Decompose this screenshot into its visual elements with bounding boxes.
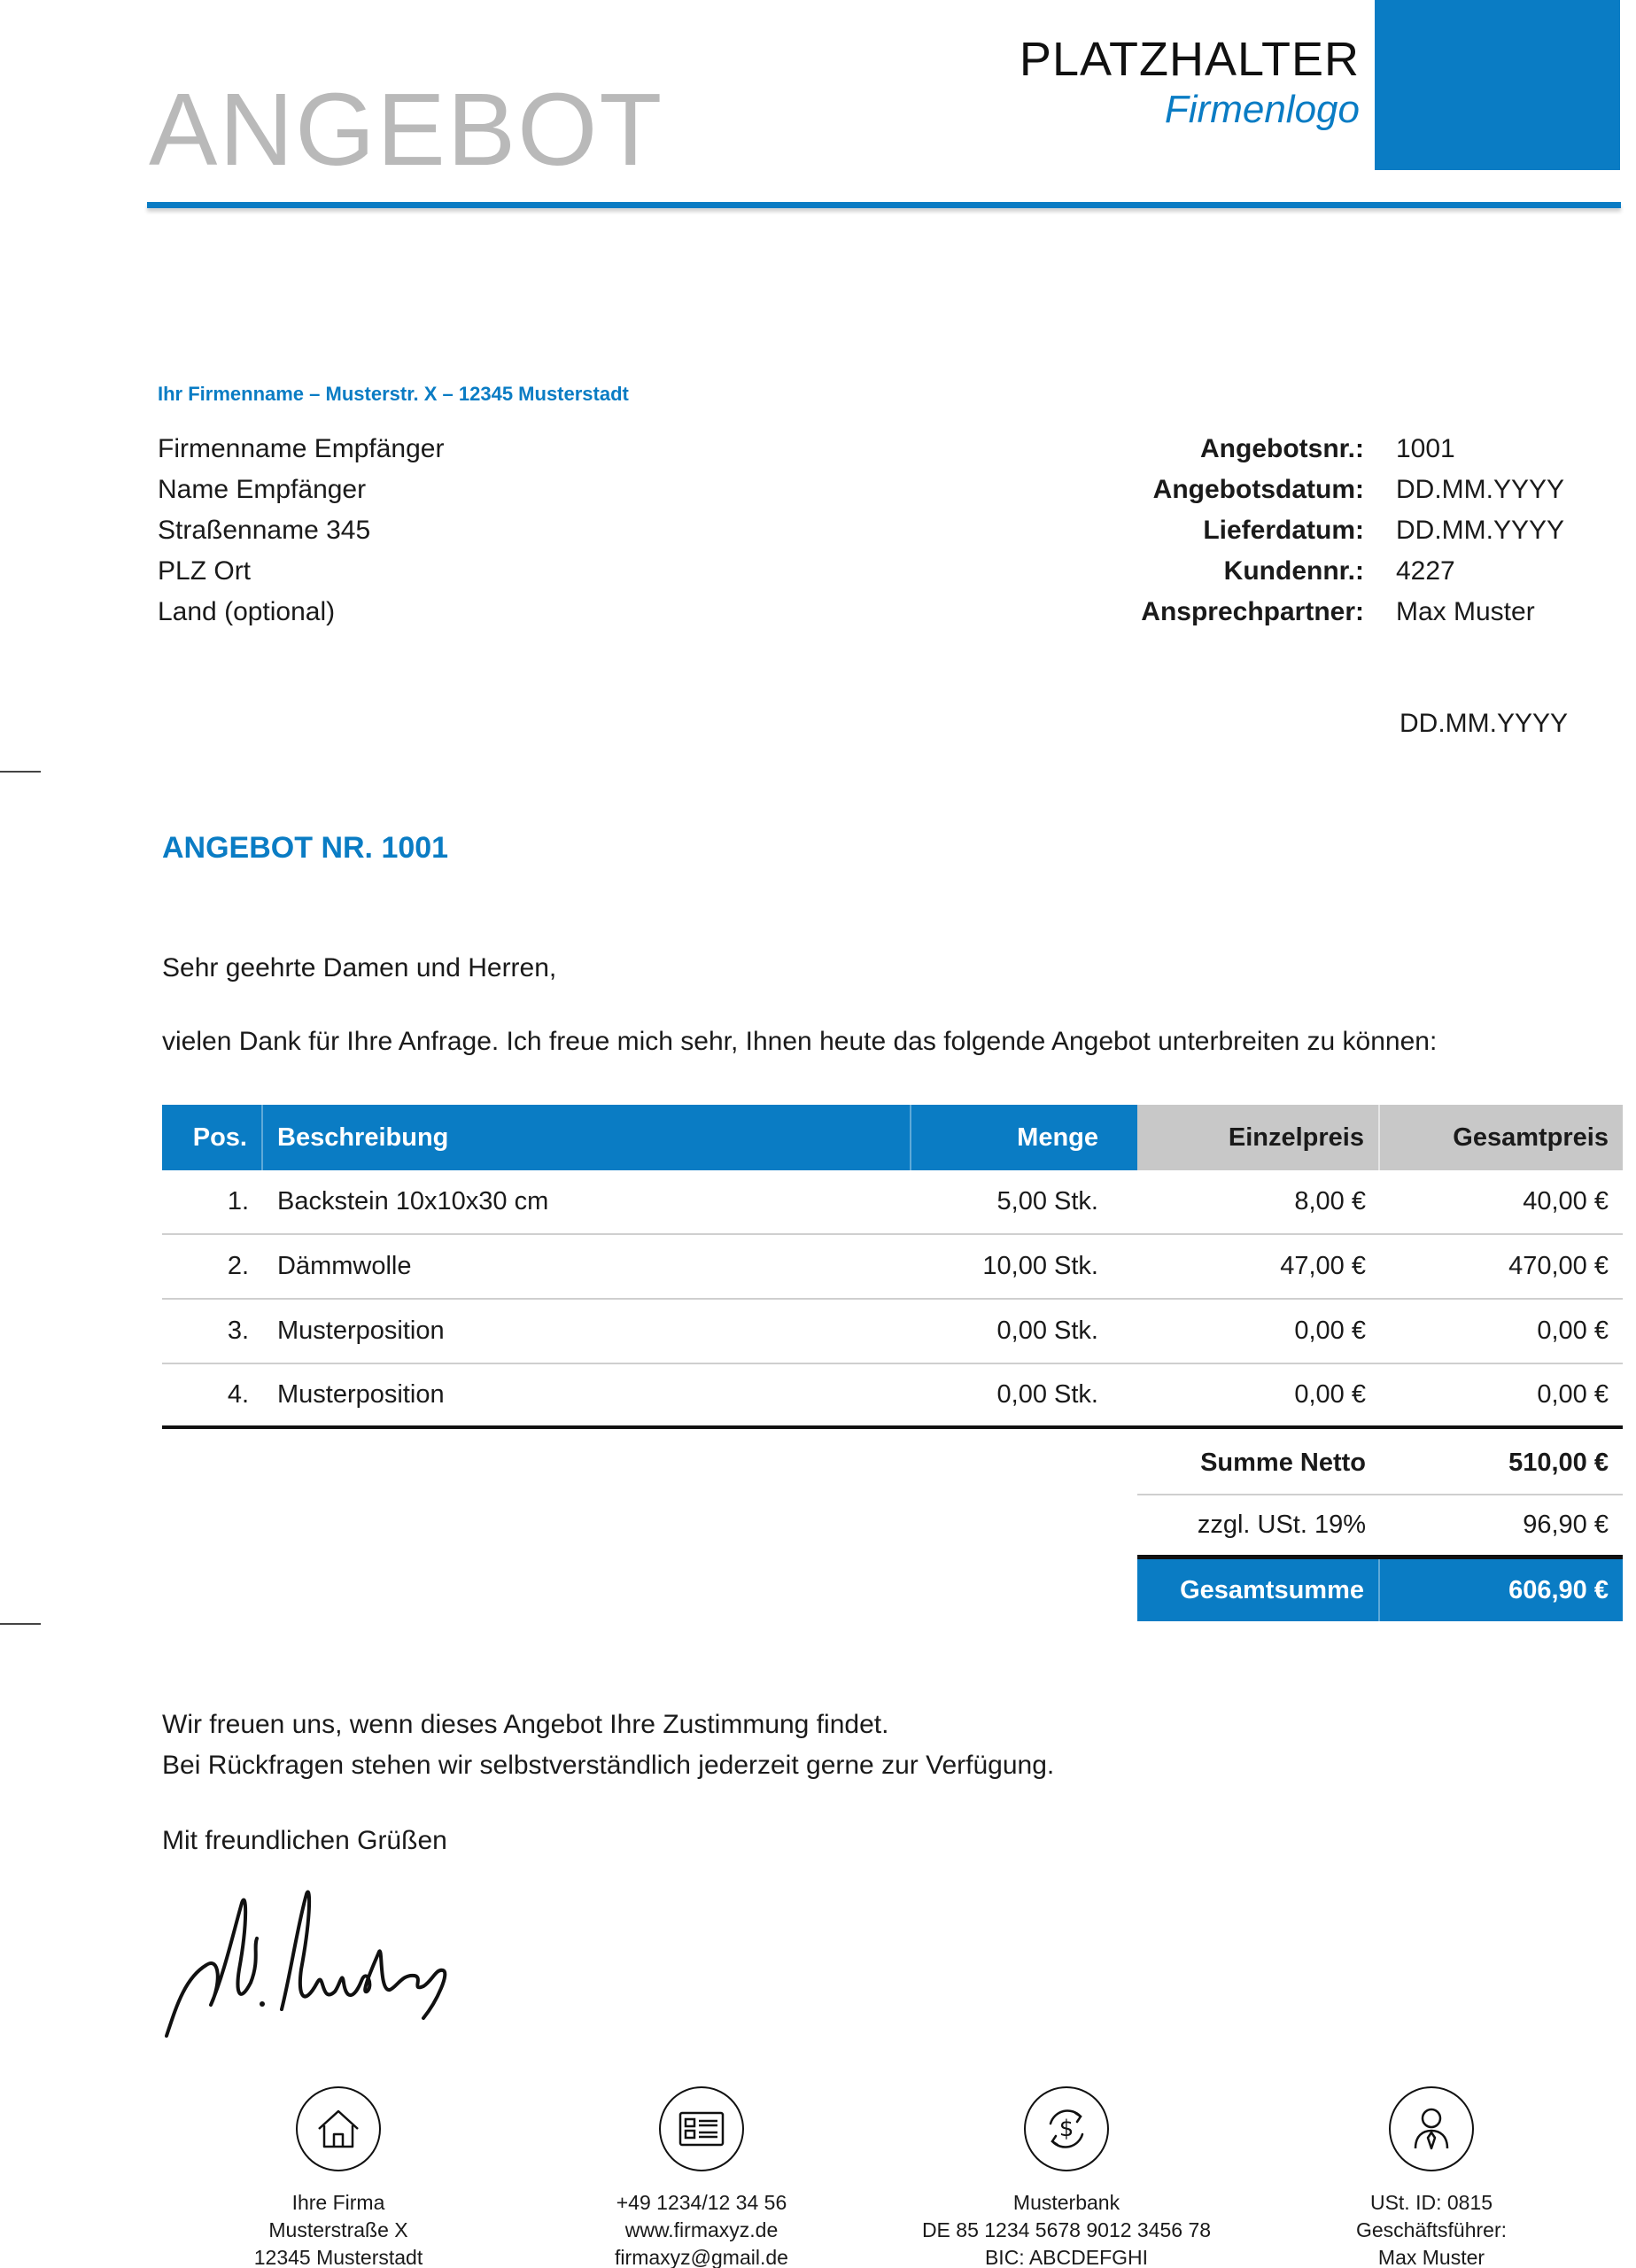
footer-website: www.firmaxyz.de (624, 2218, 779, 2241)
recipient-address (158, 429, 444, 633)
recipient-line: Name Empfänger (158, 475, 367, 504)
closing-line: Wir freuen uns, wenn dieses Angebot Ihre Zustimmung findet. (162, 1710, 889, 1739)
header-divider (147, 202, 1621, 208)
cell-unit-price: 0,00 € (1294, 1380, 1366, 1409)
meta-label: Angebotsdatum: (1152, 475, 1364, 504)
logo-placeholder-text: PLATZHALTER (1019, 33, 1360, 86)
offer-meta (1063, 429, 1630, 633)
meta-label: Angebotsnr.: (1200, 434, 1364, 463)
recipient-line: PLZ Ort (158, 556, 252, 586)
handwritten-signature (158, 1885, 459, 2047)
footer-line: Musterbank (1012, 2191, 1120, 2214)
cell-quantity: 0,00 Stk. (996, 1317, 1098, 1345)
cell-unit-price: 0,00 € (1294, 1317, 1366, 1345)
cell-total-price: 40,00 € (1523, 1187, 1609, 1216)
document-title: ANGEBOT (149, 72, 664, 187)
tax-row (1137, 1495, 1623, 1559)
fold-mark (0, 1623, 41, 1625)
table-row (162, 1364, 1623, 1429)
cell-pos: 1. (227, 1187, 249, 1216)
cell-description: Musterposition (277, 1317, 445, 1345)
tax-value: 96,90 € (1523, 1511, 1609, 1539)
meta-value: 4227 (1396, 556, 1455, 586)
meta-value: Max Muster (1396, 597, 1535, 626)
footer-line: USt. ID: 0815 (1369, 2191, 1493, 2214)
offer-heading: ANGEBOT NR. 1001 (162, 831, 449, 865)
table-header (162, 1105, 1623, 1170)
footer-phone: +49 1234/12 34 56 (616, 2191, 787, 2214)
footer-bic: BIC: ABCDEFGHI (984, 2246, 1149, 2268)
greeting: Mit freundlichen Grüßen (162, 1826, 447, 1855)
cell-quantity: 5,00 Stk. (996, 1187, 1098, 1216)
fold-mark (0, 771, 41, 773)
cell-total-price: 0,00 € (1537, 1380, 1609, 1409)
cell-description: Dämmwolle (277, 1252, 412, 1280)
footer-line: Max Muster (1377, 2246, 1485, 2268)
recipient-line: Straßenname 345 (158, 516, 371, 545)
table-row (162, 1170, 1623, 1235)
cell-pos: 4. (227, 1380, 249, 1409)
cell-quantity: 0,00 Stk. (996, 1380, 1098, 1409)
cell-pos: 3. (227, 1317, 249, 1345)
closing-text (162, 1705, 1054, 1786)
footer-iban: DE 85 1234 5678 9012 3456 78 (921, 2218, 1212, 2241)
grand-total-value: 606,90 € (1508, 1575, 1609, 1604)
footer-line: 12345 Musterstadt (253, 2246, 423, 2268)
footer-line: Geschäftsführer: (1355, 2218, 1508, 2241)
meta-value: DD.MM.YYYY (1396, 475, 1565, 504)
cell-total-price: 0,00 € (1537, 1317, 1609, 1345)
cell-description: Backstein 10x10x30 cm (277, 1187, 549, 1216)
net-sum-row (1137, 1432, 1623, 1495)
grand-total-label: Gesamtsumme (1137, 1559, 1380, 1621)
meta-value: DD.MM.YYYY (1396, 516, 1565, 545)
recipient-line: Firmenname Empfänger (158, 434, 445, 463)
logo-block (1375, 0, 1620, 170)
sender-address-line: Ihr Firmenname – Musterstr. X – 12345 Musterstadt (158, 383, 629, 405)
meta-row-customer-number (1063, 551, 1630, 592)
items-table (162, 1105, 1623, 1429)
tax-label: zzgl. USt. 19% (1197, 1511, 1366, 1539)
footer-legal (1245, 2086, 1617, 2268)
intro-text: vielen Dank für Ihre Anfrage. Ich freue mich sehr, Ihnen heute das folgende Angebot unterbreiten zu können: (162, 1027, 1438, 1056)
svg-text:$: $ (1058, 2116, 1074, 2142)
money-exchange-icon (1024, 2086, 1109, 2171)
cell-description: Musterposition (277, 1380, 445, 1409)
meta-value: 1001 (1396, 434, 1455, 463)
cell-quantity: 10,00 Stk. (982, 1252, 1098, 1280)
meta-label: Lieferdatum: (1203, 516, 1364, 545)
meta-row-offer-date (1063, 470, 1630, 510)
header-unit-price: Einzelpreis (1137, 1105, 1380, 1170)
meta-label: Kundennr.: (1223, 556, 1364, 586)
footer-bank (880, 2086, 1252, 2268)
salutation: Sehr geehrte Damen und Herren, (162, 953, 557, 983)
logo-subtitle: Firmenlogo (1164, 88, 1360, 131)
header-total-price: Gesamtpreis (1380, 1105, 1623, 1170)
cell-unit-price: 47,00 € (1280, 1252, 1366, 1280)
footer-line: Musterstraße X (268, 2218, 408, 2241)
document-date: DD.MM.YYYY (1400, 709, 1569, 738)
footer-company (152, 2086, 524, 2268)
manager-icon (1389, 2086, 1474, 2171)
footer-contact (516, 2086, 888, 2268)
closing-line: Bei Rückfragen stehen wir selbstverständlich jederzeit gerne zur Verfügung. (162, 1751, 1055, 1780)
table-row (162, 1300, 1623, 1364)
header-description: Beschreibung (263, 1105, 911, 1170)
cell-unit-price: 8,00 € (1294, 1187, 1366, 1216)
meta-row-delivery-date (1063, 510, 1630, 551)
grand-total-row (1137, 1559, 1623, 1621)
cell-total-price: 470,00 € (1508, 1252, 1609, 1280)
footer-email: firmaxyz@gmail.de (615, 2246, 788, 2268)
header-quantity: Menge (911, 1105, 1137, 1170)
net-sum-label: Summe Netto (1200, 1448, 1366, 1477)
table-row (162, 1235, 1623, 1300)
house-icon (296, 2086, 381, 2171)
meta-row-offer-number (1063, 429, 1630, 470)
cell-pos: 2. (227, 1252, 249, 1280)
recipient-line: Land (optional) (158, 597, 336, 626)
contact-card-icon (659, 2086, 744, 2171)
meta-label: Ansprechpartner: (1141, 597, 1364, 626)
totals-summary (1137, 1432, 1623, 1621)
header-pos: Pos. (162, 1105, 263, 1170)
meta-row-contact-person (1063, 592, 1630, 633)
net-sum-value: 510,00 € (1508, 1448, 1609, 1477)
footer-line: Ihre Firma (291, 2191, 385, 2214)
